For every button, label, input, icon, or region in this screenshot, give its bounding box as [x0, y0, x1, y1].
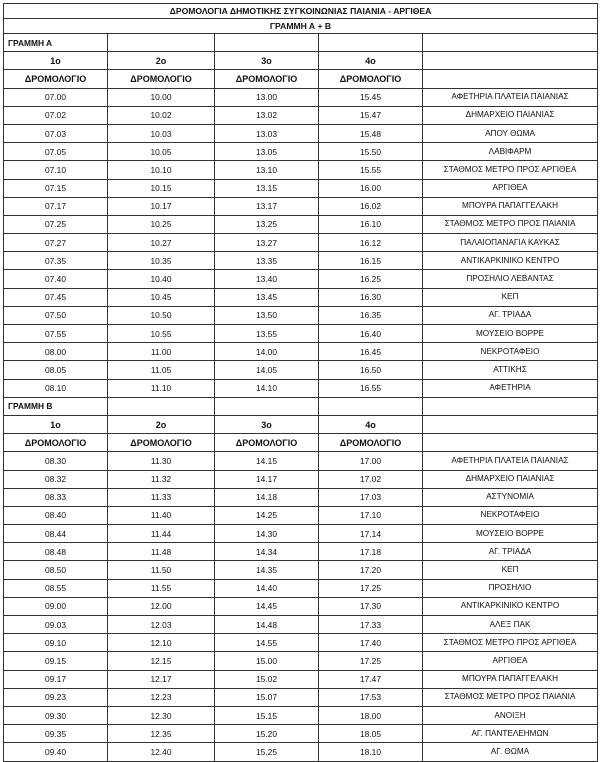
column-subheader: ΔΡΟΜΟΛΟΓΙΟ — [108, 70, 215, 88]
departure-time: 13.15 — [215, 179, 319, 197]
departure-time: 12.35 — [108, 725, 215, 743]
stop-name: ΣΤΑΘΜΟΣ ΜΕΤΡΟ ΠΡΟΣ ΠΑΙΑΝΙΑ — [423, 215, 598, 233]
departure-time: 16.10 — [319, 215, 423, 233]
departure-time: 17.18 — [319, 543, 423, 561]
departure-time: 13.17 — [215, 197, 319, 215]
stop-name: ΑΓ. ΤΡΙΑΔΑ — [423, 543, 598, 561]
line-name-row — [4, 397, 598, 415]
departure-time: 14.05 — [215, 361, 319, 379]
departure-time: 08.32 — [4, 470, 108, 488]
departure-time: 17.47 — [319, 670, 423, 688]
page-subtitle: ΓΡΑΜΜΗ Α + Β — [4, 19, 598, 34]
column-header-row — [4, 415, 598, 433]
departure-time: 07.35 — [4, 252, 108, 270]
departure-time: 14.25 — [215, 506, 319, 524]
empty-cell — [423, 34, 598, 52]
column-subheader: ΔΡΟΜΟΛΟΓΙΟ — [215, 70, 319, 88]
departure-time: 16.40 — [319, 325, 423, 343]
departure-time: 08.44 — [4, 525, 108, 543]
table-row — [4, 597, 598, 615]
departure-time: 07.05 — [4, 143, 108, 161]
departure-time: 09.17 — [4, 670, 108, 688]
table-row — [4, 124, 598, 142]
column-ordinal: 1ο — [4, 415, 108, 433]
departure-time: 13.00 — [215, 88, 319, 106]
departure-time: 16.25 — [319, 270, 423, 288]
stop-name: ΑΦΕΤΗΡΙΑ ΠΛΑΤΕΙΑ ΠΑΙΑΝΙΑΣ — [423, 88, 598, 106]
departure-time: 07.10 — [4, 161, 108, 179]
departure-time: 14.34 — [215, 543, 319, 561]
departure-time: 17.03 — [319, 488, 423, 506]
stop-name: ΠΡΟΣΗΛΙΟ — [423, 579, 598, 597]
departure-time: 11.33 — [108, 488, 215, 506]
stop-name: ΣΤΑΘΜΟΣ ΜΕΤΡΟ ΠΡΟΣ ΠΑΙΑΝΙΑ — [423, 688, 598, 706]
departure-time: 12.17 — [108, 670, 215, 688]
departure-time: 16.35 — [319, 306, 423, 324]
departure-time: 17.00 — [319, 452, 423, 470]
subtitle-row — [4, 19, 598, 34]
table-row — [4, 88, 598, 106]
departure-time: 11.10 — [108, 379, 215, 397]
departure-time: 16.00 — [319, 179, 423, 197]
departure-time: 14.40 — [215, 579, 319, 597]
column-subheader: ΔΡΟΜΟΛΟΓΙΟ — [4, 434, 108, 452]
departure-time: 14.17 — [215, 470, 319, 488]
stop-name: ΑΠΟΥ ΘΩΜΑ — [423, 124, 598, 142]
departure-time: 11.48 — [108, 543, 215, 561]
departure-time: 16.15 — [319, 252, 423, 270]
departure-time: 13.40 — [215, 270, 319, 288]
stop-name: ΑΦΕΤΗΡΙΑ — [423, 379, 598, 397]
table-row — [4, 306, 598, 324]
timetable-sheet — [3, 3, 597, 762]
departure-time: 13.45 — [215, 288, 319, 306]
stop-name: ΚΕΠ — [423, 561, 598, 579]
departure-time: 17.33 — [319, 616, 423, 634]
departure-time: 10.27 — [108, 234, 215, 252]
departure-time: 12.10 — [108, 634, 215, 652]
stop-name: ΑΡΓΙΘΕΑ — [423, 652, 598, 670]
empty-cell — [423, 415, 598, 433]
table-row — [4, 197, 598, 215]
departure-time: 15.25 — [215, 743, 319, 761]
table-row — [4, 270, 598, 288]
table-row — [4, 361, 598, 379]
column-ordinal: 4ο — [319, 415, 423, 433]
departure-time: 13.03 — [215, 124, 319, 142]
stop-name: ΑΡΓΙΘΕΑ — [423, 179, 598, 197]
departure-time: 08.30 — [4, 452, 108, 470]
departure-time: 12.30 — [108, 706, 215, 724]
departure-time: 15.50 — [319, 143, 423, 161]
departure-time: 08.55 — [4, 579, 108, 597]
departure-time: 07.00 — [4, 88, 108, 106]
departure-time: 14.00 — [215, 343, 319, 361]
table-row — [4, 161, 598, 179]
departure-time: 18.10 — [319, 743, 423, 761]
column-subheader-row — [4, 70, 598, 88]
departure-time: 07.50 — [4, 306, 108, 324]
stop-name: ΑΓ. ΤΡΙΑΔΑ — [423, 306, 598, 324]
departure-time: 09.30 — [4, 706, 108, 724]
departure-time: 11.40 — [108, 506, 215, 524]
departure-time: 11.30 — [108, 452, 215, 470]
departure-time: 08.48 — [4, 543, 108, 561]
empty-cell — [423, 70, 598, 88]
departure-time: 10.45 — [108, 288, 215, 306]
departure-time: 11.05 — [108, 361, 215, 379]
departure-time: 15.20 — [215, 725, 319, 743]
column-ordinal: 4ο — [319, 52, 423, 70]
departure-time: 15.00 — [215, 652, 319, 670]
departure-time: 13.50 — [215, 306, 319, 324]
table-row — [4, 506, 598, 524]
empty-cell — [215, 397, 319, 415]
stop-name: ΔΗΜΑΡΧΕΙΟ ΠΑΙΑΝΙΑΣ — [423, 470, 598, 488]
departure-time: 17.30 — [319, 597, 423, 615]
departure-time: 10.10 — [108, 161, 215, 179]
table-row — [4, 288, 598, 306]
title-row — [4, 4, 598, 19]
departure-time: 16.45 — [319, 343, 423, 361]
line-name: ΓΡΑΜΜΗ Β — [4, 397, 108, 415]
departure-time: 07.55 — [4, 325, 108, 343]
departure-time: 08.50 — [4, 561, 108, 579]
column-ordinal: 1ο — [4, 52, 108, 70]
departure-time: 09.23 — [4, 688, 108, 706]
column-ordinal: 2ο — [108, 52, 215, 70]
departure-time: 07.27 — [4, 234, 108, 252]
column-ordinal: 3ο — [215, 52, 319, 70]
departure-time: 10.03 — [108, 124, 215, 142]
departure-time: 16.55 — [319, 379, 423, 397]
table-row — [4, 106, 598, 124]
table-row — [4, 525, 598, 543]
departure-time: 11.00 — [108, 343, 215, 361]
departure-time: 15.48 — [319, 124, 423, 142]
departure-time: 07.03 — [4, 124, 108, 142]
table-row — [4, 543, 598, 561]
departure-time: 11.50 — [108, 561, 215, 579]
departure-time: 09.40 — [4, 743, 108, 761]
departure-time: 10.25 — [108, 215, 215, 233]
table-row — [4, 215, 598, 233]
departure-time: 17.10 — [319, 506, 423, 524]
departure-time: 15.15 — [215, 706, 319, 724]
departure-time: 14.15 — [215, 452, 319, 470]
departure-time: 10.35 — [108, 252, 215, 270]
stop-name: ΜΠΟΥΡΑ ΠΑΠΑΓΓΕΛΑΚΗ — [423, 197, 598, 215]
departure-time: 16.50 — [319, 361, 423, 379]
table-row — [4, 616, 598, 634]
departure-time: 17.40 — [319, 634, 423, 652]
departure-time: 13.55 — [215, 325, 319, 343]
departure-time: 14.48 — [215, 616, 319, 634]
departure-time: 13.05 — [215, 143, 319, 161]
timetable — [3, 3, 598, 762]
table-row — [4, 488, 598, 506]
departure-time: 09.10 — [4, 634, 108, 652]
departure-time: 17.14 — [319, 525, 423, 543]
table-row — [4, 452, 598, 470]
table-row — [4, 706, 598, 724]
departure-time: 08.40 — [4, 506, 108, 524]
departure-time: 09.03 — [4, 616, 108, 634]
table-row — [4, 743, 598, 761]
departure-time: 16.02 — [319, 197, 423, 215]
stop-name: ΜΠΟΥΡΑ ΠΑΠΑΓΓΕΛΑΚΗ — [423, 670, 598, 688]
empty-cell — [319, 34, 423, 52]
departure-time: 13.10 — [215, 161, 319, 179]
table-row — [4, 579, 598, 597]
departure-time: 17.20 — [319, 561, 423, 579]
departure-time: 08.05 — [4, 361, 108, 379]
table-row — [4, 561, 598, 579]
line-name-row — [4, 34, 598, 52]
departure-time: 14.45 — [215, 597, 319, 615]
table-row — [4, 652, 598, 670]
departure-time: 12.00 — [108, 597, 215, 615]
table-row — [4, 179, 598, 197]
departure-time: 14.55 — [215, 634, 319, 652]
departure-time: 09.00 — [4, 597, 108, 615]
stop-name: ΔΗΜΑΡΧΕΙΟ ΠΑΙΑΝΙΑΣ — [423, 106, 598, 124]
departure-time: 14.18 — [215, 488, 319, 506]
line-name: ΓΡΑΜΜΗ Α — [4, 34, 108, 52]
table-row — [4, 670, 598, 688]
stop-name: ΑΝΟΙΞΗ — [423, 706, 598, 724]
departure-time: 10.00 — [108, 88, 215, 106]
departure-time: 07.02 — [4, 106, 108, 124]
departure-time: 16.30 — [319, 288, 423, 306]
empty-cell — [423, 52, 598, 70]
empty-cell — [423, 434, 598, 452]
departure-time: 16.12 — [319, 234, 423, 252]
table-row — [4, 234, 598, 252]
departure-time: 17.25 — [319, 579, 423, 597]
departure-time: 17.25 — [319, 652, 423, 670]
departure-time: 15.45 — [319, 88, 423, 106]
departure-time: 07.17 — [4, 197, 108, 215]
stop-name: ΑΓ. ΘΩΜΑ — [423, 743, 598, 761]
departure-time: 12.40 — [108, 743, 215, 761]
departure-time: 18.00 — [319, 706, 423, 724]
column-subheader: ΔΡΟΜΟΛΟΓΙΟ — [319, 434, 423, 452]
departure-time: 09.35 — [4, 725, 108, 743]
departure-time: 14.10 — [215, 379, 319, 397]
departure-time: 09.15 — [4, 652, 108, 670]
stop-name: ΑΛΕΞ ΠΑΚ — [423, 616, 598, 634]
departure-time: 13.35 — [215, 252, 319, 270]
timetable-body — [4, 4, 598, 762]
empty-cell — [423, 397, 598, 415]
table-row — [4, 252, 598, 270]
departure-time: 11.32 — [108, 470, 215, 488]
departure-time: 07.15 — [4, 179, 108, 197]
table-row — [4, 325, 598, 343]
table-row — [4, 343, 598, 361]
departure-time: 18.05 — [319, 725, 423, 743]
column-subheader-row — [4, 434, 598, 452]
page-title: ΔΡΟΜΟΛΟΓΙΑ ΔΗΜΟΤΙΚΗΣ ΣΥΓΚΟΙΝΩΝΙΑΣ ΠΑΙΑΝΙΑ - ΑΡΓΙΘΕΑ — [4, 4, 598, 19]
departure-time: 15.55 — [319, 161, 423, 179]
column-subheader: ΔΡΟΜΟΛΟΓΙΟ — [215, 434, 319, 452]
stop-name: ΜΟΥΣΕΙΟ ΒΟΡΡΕ — [423, 525, 598, 543]
column-subheader: ΔΡΟΜΟΛΟΓΙΟ — [4, 70, 108, 88]
stop-name: ΝΕΚΡΟΤΑΦΕΙΟ — [423, 506, 598, 524]
departure-time: 08.10 — [4, 379, 108, 397]
stop-name: ΠΡΟΣΗΛΙΟ ΛΕΒΑΝΤΑΣ — [423, 270, 598, 288]
table-row — [4, 379, 598, 397]
departure-time: 14.35 — [215, 561, 319, 579]
departure-time: 17.02 — [319, 470, 423, 488]
stop-name: ΣΤΑΘΜΟΣ ΜΕΤΡΟ ΠΡΟΣ ΑΡΓΙΘΕΑ — [423, 161, 598, 179]
stop-name: ΣΤΑΘΜΟΣ ΜΕΤΡΟ ΠΡΟΣ ΑΡΓΙΘΕΑ — [423, 634, 598, 652]
departure-time: 10.02 — [108, 106, 215, 124]
stop-name: ΑΝΤΙΚΑΡΚΙΝΙΚΟ ΚΕΝΤΡΟ — [423, 252, 598, 270]
departure-time: 10.05 — [108, 143, 215, 161]
table-row — [4, 143, 598, 161]
departure-time: 15.02 — [215, 670, 319, 688]
departure-time: 10.15 — [108, 179, 215, 197]
departure-time: 12.03 — [108, 616, 215, 634]
departure-time: 10.55 — [108, 325, 215, 343]
departure-time: 12.23 — [108, 688, 215, 706]
stop-name: ΚΕΠ — [423, 288, 598, 306]
table-row — [4, 688, 598, 706]
departure-time: 12.15 — [108, 652, 215, 670]
departure-time: 11.44 — [108, 525, 215, 543]
table-row — [4, 725, 598, 743]
stop-name: ΑΓ. ΠΑΝΤΕΛΕΗΜΩΝ — [423, 725, 598, 743]
departure-time: 08.33 — [4, 488, 108, 506]
departure-time: 10.17 — [108, 197, 215, 215]
departure-time: 14.30 — [215, 525, 319, 543]
departure-time: 10.50 — [108, 306, 215, 324]
column-header-row — [4, 52, 598, 70]
stop-name: ΑΝΤΙΚΑΡΚΙΝΙΚΟ ΚΕΝΤΡΟ — [423, 597, 598, 615]
stop-name: ΜΟΥΣΕΙΟ ΒΟΡΡΕ — [423, 325, 598, 343]
stop-name: ΝΕΚΡΟΤΑΦΕΙΟ — [423, 343, 598, 361]
stop-name: ΑΣΤΥΝΟΜΙΑ — [423, 488, 598, 506]
stop-name: ΑΦΕΤΗΡΙΑ ΠΛΑΤΕΙΑ ΠΑΙΑΝΙΑΣ — [423, 452, 598, 470]
table-row — [4, 470, 598, 488]
stop-name: ΛΑΒΙΦΑΡΜ — [423, 143, 598, 161]
empty-cell — [108, 34, 215, 52]
departure-time: 13.27 — [215, 234, 319, 252]
departure-time: 13.02 — [215, 106, 319, 124]
departure-time: 10.40 — [108, 270, 215, 288]
departure-time: 08.00 — [4, 343, 108, 361]
stop-name: ΑΤΤΙΚΗΣ — [423, 361, 598, 379]
departure-time: 07.25 — [4, 215, 108, 233]
departure-time: 15.07 — [215, 688, 319, 706]
stop-name: ΠΑΛΑΙΟΠΑΝΑΓΙΑ ΚΑΥΚΑΣ — [423, 234, 598, 252]
departure-time: 11.55 — [108, 579, 215, 597]
table-row — [4, 634, 598, 652]
empty-cell — [108, 397, 215, 415]
empty-cell — [215, 34, 319, 52]
column-subheader: ΔΡΟΜΟΛΟΓΙΟ — [108, 434, 215, 452]
column-subheader: ΔΡΟΜΟΛΟΓΙΟ — [319, 70, 423, 88]
empty-cell — [319, 397, 423, 415]
departure-time: 07.45 — [4, 288, 108, 306]
column-ordinal: 3ο — [215, 415, 319, 433]
departure-time: 07.40 — [4, 270, 108, 288]
departure-time: 13.25 — [215, 215, 319, 233]
column-ordinal: 2ο — [108, 415, 215, 433]
departure-time: 15.47 — [319, 106, 423, 124]
departure-time: 17.53 — [319, 688, 423, 706]
